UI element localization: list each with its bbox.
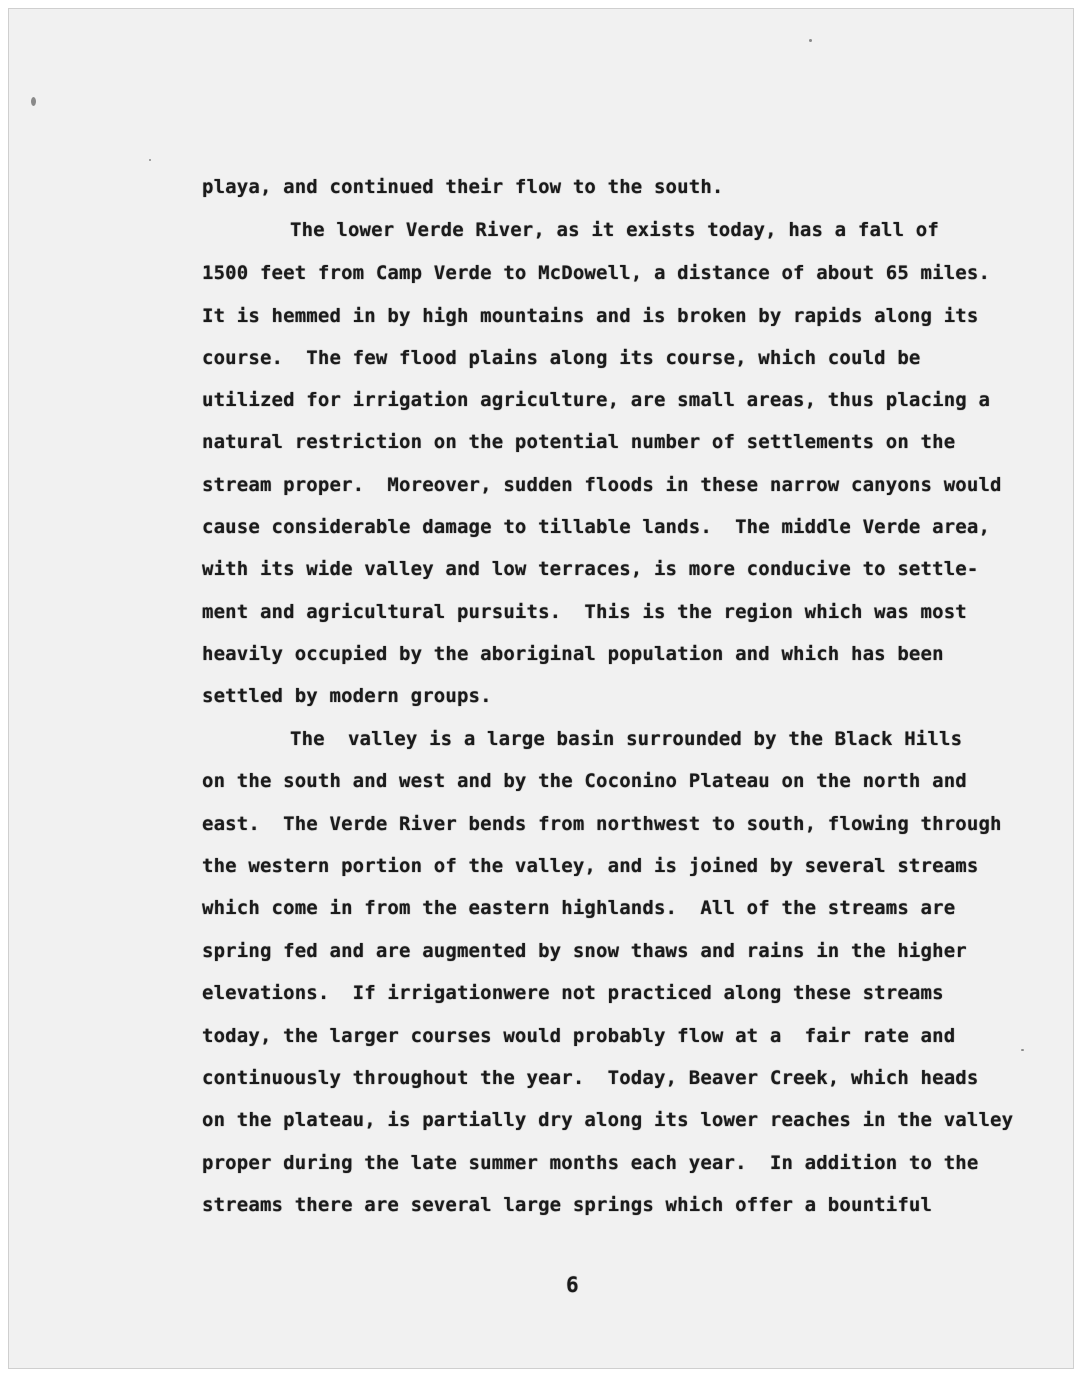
text-line: settled by modern groups. [202, 685, 492, 707]
text-line: elevations. If irrigationwere not practiced along these streams [202, 982, 944, 1004]
paragraph-first-line: The valley is a large basin surrounded by the Black Hills [290, 728, 963, 750]
margin-speck [809, 39, 812, 42]
margin-speck [149, 159, 151, 161]
text-line: course. The few flood plains along its course, which could be [202, 347, 921, 369]
text-line: ment and agricultural pursuits. This is the region which was most [202, 601, 967, 623]
text-line: cause considerable damage to tillable lands. The middle Verde area, [202, 516, 991, 538]
margin-speck [31, 97, 36, 106]
text-line: with its wide valley and low terraces, is more conducive to settle- [202, 558, 979, 580]
text-line: It is hemmed in by high mountains and is broken by rapids along its [202, 305, 979, 327]
text-line: which come in from the eastern highlands. All of the streams are [202, 897, 956, 919]
page-number: 6 [566, 1273, 579, 1297]
text-line: today, the larger courses would probably flow at a fair rate and [202, 1025, 956, 1047]
text-line: natural restriction on the potential number of settlements on the [202, 431, 956, 453]
text-line: on the south and west and by the Coconino Plateau on the north and [202, 770, 967, 792]
text-line: continuously throughout the year. Today, Beaver Creek, which heads [202, 1067, 979, 1089]
text-line: heavily occupied by the aboriginal population and which has been [202, 643, 944, 665]
text-line: playa, and continued their flow to the south. [202, 176, 724, 198]
text-line: on the plateau, is partially dry along its lower reaches in the valley [202, 1109, 1014, 1131]
text-line: the western portion of the valley, and is joined by several streams [202, 855, 979, 877]
paragraph-first-line: The lower Verde River, as it exists today, has a fall of [290, 219, 939, 241]
text-line: spring fed and are augmented by snow thaws and rains in the higher [202, 940, 967, 962]
text-line: utilized for irrigation agriculture, are small areas, thus placing a [202, 389, 991, 411]
margin-speck [1021, 1049, 1024, 1051]
text-line: east. The Verde River bends from northwest to south, flowing through [202, 813, 1002, 835]
text-line: proper during the late summer months each year. In addition to the [202, 1152, 979, 1174]
text-line: streams there are several large springs which offer a bountiful [202, 1194, 933, 1216]
text-line: 1500 feet from Camp Verde to McDowell, a distance of about 65 miles. [202, 262, 991, 284]
text-line: stream proper. Moreover, sudden floods in these narrow canyons would [202, 474, 1002, 496]
